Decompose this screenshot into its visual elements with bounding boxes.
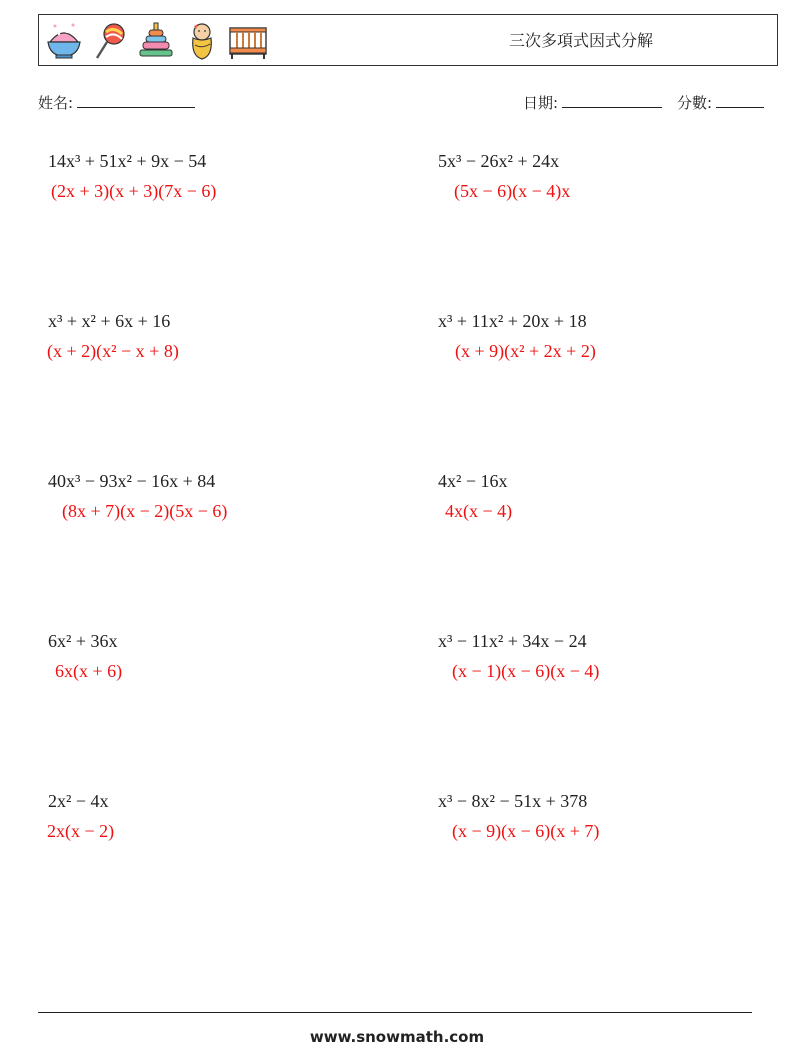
- worksheet-header: [38, 14, 778, 66]
- problem-1: [48, 150, 378, 202]
- problem-question: 40x³ − 93x² − 16x + 84: [48, 471, 216, 491]
- footer-divider: [38, 1012, 752, 1013]
- problem-answer: 4x(x − 4): [445, 501, 513, 521]
- problem-6: [438, 470, 768, 522]
- problem-answer: (x + 2)(x² − x + 8): [47, 341, 179, 361]
- problem-question: x³ − 11x² + 34x − 24: [438, 631, 587, 651]
- problem-3: [48, 310, 378, 362]
- problem-answer: (2x + 3)(x + 3)(7x − 6): [51, 181, 217, 201]
- problem-question: x³ − 8x² − 51x + 378: [438, 791, 588, 811]
- problem-5: [48, 470, 378, 522]
- problem-answer: 6x(x + 6): [55, 661, 123, 681]
- problem-answer: (x − 9)(x − 6)(x + 7): [452, 821, 600, 841]
- problem-answer: 2x(x − 2): [47, 821, 115, 841]
- worksheet-title: 三次多項式因式分解: [509, 31, 654, 50]
- name-label: 姓名:: [38, 94, 74, 112]
- problem-question: x³ + x² + 6x + 16: [48, 311, 171, 331]
- problem-question: x³ + 11x² + 20x + 18: [438, 311, 587, 331]
- problem-answer: (8x + 7)(x − 2)(5x − 6): [62, 501, 228, 521]
- problem-question: 5x³ − 26x² + 24x: [438, 151, 560, 171]
- problem-question: 4x² − 16x: [438, 471, 508, 491]
- stacking-rings-toy-icon: [135, 20, 177, 62]
- date-blank[interactable]: [562, 93, 662, 108]
- problem-2: [438, 150, 768, 202]
- baby-crib-icon: [227, 20, 269, 62]
- shaved-ice-icon: [43, 20, 85, 62]
- problem-4: [438, 310, 768, 362]
- lollipop-icon: [89, 20, 131, 62]
- name-blank[interactable]: [77, 93, 195, 108]
- date-field[interactable]: [523, 92, 662, 113]
- score-field[interactable]: [677, 92, 764, 113]
- problem-answer: (x + 9)(x² + 2x + 2): [455, 341, 596, 361]
- problem-8: [438, 630, 768, 682]
- score-label: 分數:: [677, 94, 713, 112]
- footer-url[interactable]: www.snowmath.com: [309, 1028, 485, 1046]
- problem-9: [48, 790, 378, 842]
- header-icons: [43, 20, 269, 62]
- problem-answer: (x − 1)(x − 6)(x − 4): [452, 661, 600, 681]
- problem-question: 6x² + 36x: [48, 631, 118, 651]
- score-blank[interactable]: [716, 93, 764, 108]
- problem-question: 14x³ + 51x² + 9x − 54: [48, 151, 207, 171]
- problem-answer: (5x − 6)(x − 4)x: [454, 181, 571, 201]
- name-field[interactable]: [38, 92, 195, 113]
- problem-10: [438, 790, 768, 842]
- problem-question: 2x² − 4x: [48, 791, 109, 811]
- date-label: 日期:: [523, 94, 559, 112]
- problem-7: [48, 630, 378, 682]
- swaddled-baby-icon: [181, 20, 223, 62]
